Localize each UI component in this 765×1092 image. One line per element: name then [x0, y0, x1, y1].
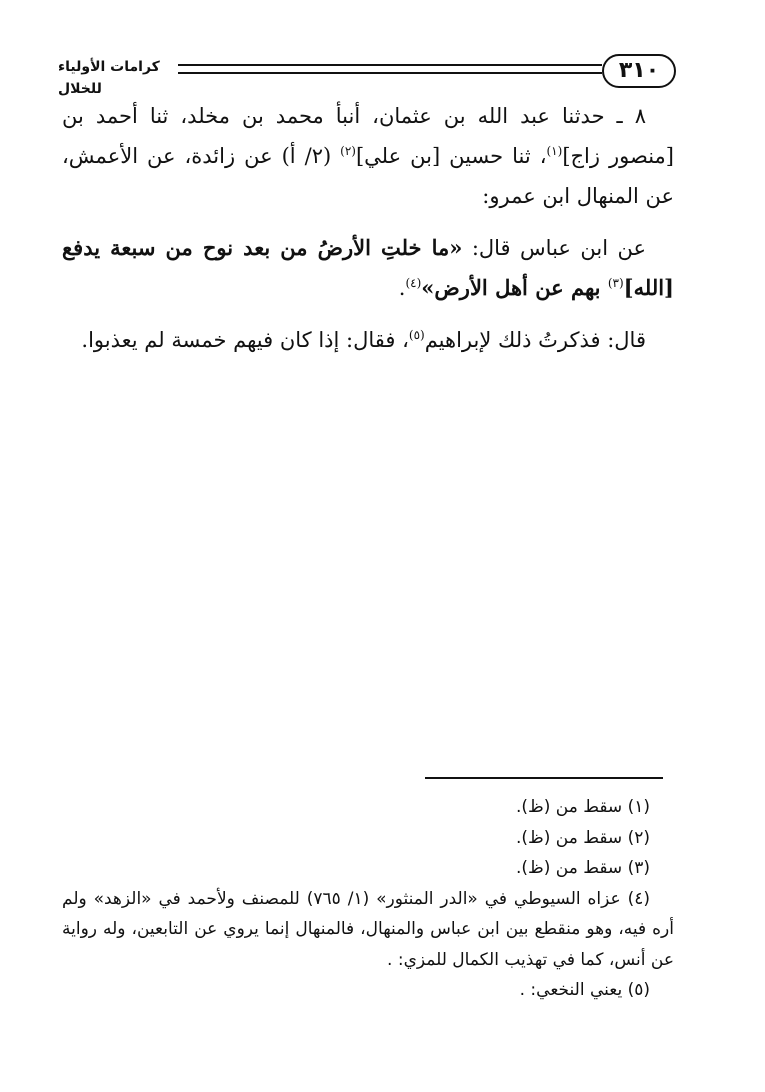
page-header	[58, 52, 676, 97]
footnote-1: (١) سقط من (ظ).	[515, 797, 650, 817]
hadith-end: .	[398, 276, 406, 300]
narration-paragraph	[62, 96, 674, 216]
footnote-separator	[425, 777, 663, 779]
header-double-rule	[178, 64, 602, 74]
narration-text-1: ٨ ـ حدثنا عبد الله بن عثمان، أنبأ محمد بن مخلد، ثنا أحمد بن [منصور زاج]	[62, 104, 674, 168]
hadith-intro: عن ابن عباس قال:	[462, 236, 646, 260]
footnotes-section	[62, 792, 674, 1006]
footnote-ref-2[interactable]: (٢)	[340, 144, 356, 158]
footnote-5: (٥) يعني النخعي: .	[519, 980, 650, 1000]
hadith-quote-1: «ما خلتِ الأرضُ من بعد نوح من سبعة يدفع [الله]	[62, 235, 674, 300]
hadith-quote-2: بهم عن أهل الأرض»	[421, 275, 608, 300]
footnote-ref-1[interactable]: (١)	[546, 144, 563, 158]
footnote-3: (٣) سقط من (ظ).	[515, 858, 650, 878]
hadith-paragraph	[62, 228, 674, 308]
narration-text-2: ، ثنا حسين [بن علي]	[355, 144, 547, 168]
footnote-ref-5[interactable]: (٥)	[408, 328, 425, 342]
page-number: ٣١٠	[602, 54, 676, 88]
main-text	[62, 96, 674, 372]
running-title: كرامات الأولياء للخلال	[58, 59, 160, 97]
footnote-4: (٤) عزاه السيوطي في «الدر المنثور» (١/ ٧٦٥) للمصنف ولأحمد في «الزهد» ولم أره فيه، وهو منقطع بين ابن عباس والمنهال، فالمنهال إنما يروي عن التابعين، وله رواية عن أنس، كما في تهذيب الكمال للمزي: .	[62, 888, 674, 970]
commentary-paragraph	[62, 320, 674, 360]
narration-text-3: (٢/ أ) عن زائدة، عن الأعمش، عن المنهال ابن عمرو:	[62, 144, 674, 208]
footnote-ref-4[interactable]: (٤)	[405, 276, 422, 290]
commentary-text-1: قال: فذكرتُ ذلك لإبراهيم	[424, 328, 646, 352]
footnote-2: (٢) سقط من (ظ).	[515, 827, 650, 848]
footnote-ref-3[interactable]: (٣)	[607, 276, 624, 290]
commentary-text-2: ، فقال: إذا كان فيهم خمسة لم يعذبوا.	[81, 328, 409, 352]
